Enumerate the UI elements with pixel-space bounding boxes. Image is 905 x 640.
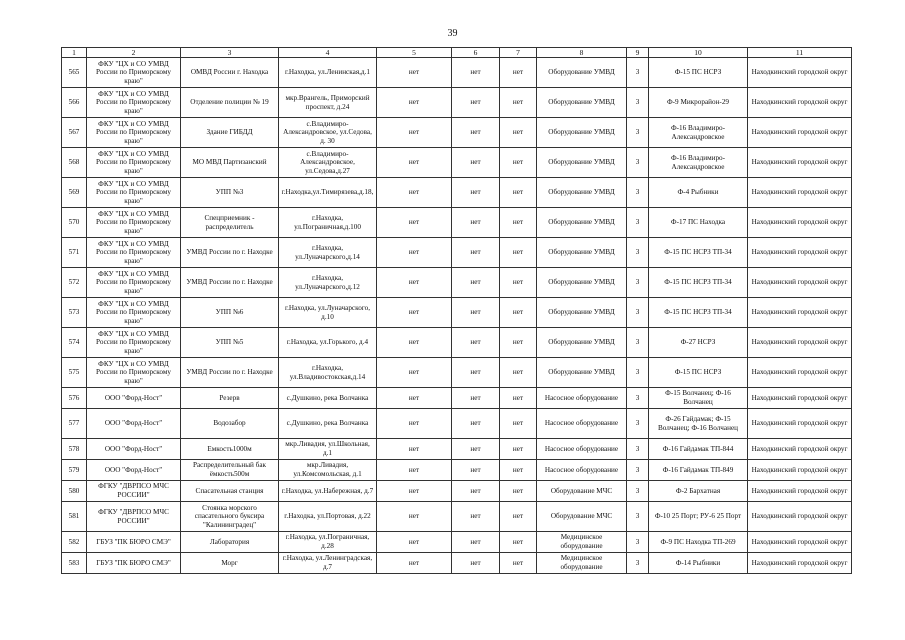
district-cell: Находкинский городской округ	[748, 298, 852, 328]
feeder-cell: Ф-2 Бархатная	[649, 481, 748, 502]
category-cell: 3	[627, 481, 649, 502]
organization-cell: ФКУ "ЦХ и СО УМВД России по Приморскому краю"	[87, 298, 181, 328]
table-row	[62, 148, 852, 178]
district-cell: Находкинский городской округ	[748, 409, 852, 439]
object-cell: УМВД России по г. Находке	[181, 358, 279, 388]
category-cell: 3	[627, 553, 649, 574]
address-cell: с.Владимиро-Александровское, ул.Седова, д. 30	[279, 118, 377, 148]
address-cell: г.Находка, ул.Владивостокская,д.14	[279, 358, 377, 388]
row-number-cell: 567	[62, 118, 87, 148]
col5-cell: нет	[377, 358, 452, 388]
column-header: 5	[377, 48, 452, 58]
feeder-cell: Ф-15 ПС НСРЗ ТП-34	[649, 298, 748, 328]
table-row	[62, 502, 852, 532]
equipment-cell: Оборудование УМВД	[537, 208, 627, 238]
address-cell: г.Находка, ул.Пограничная, д.28	[279, 532, 377, 553]
col5-cell: нет	[377, 238, 452, 268]
address-cell: мкр.Ливадия, ул.Комсомольская, д.1	[279, 460, 377, 481]
equipment-cell: Оборудование УМВД	[537, 148, 627, 178]
category-cell: 3	[627, 148, 649, 178]
column-header: 7	[500, 48, 537, 58]
col6-cell: нет	[452, 238, 500, 268]
col6-cell: нет	[452, 502, 500, 532]
category-cell: 3	[627, 532, 649, 553]
col7-cell: нет	[500, 532, 537, 553]
address-cell: г.Находка, ул.Ленинская,д.1	[279, 58, 377, 88]
col5-cell: нет	[377, 409, 452, 439]
col6-cell: нет	[452, 532, 500, 553]
object-cell: Спецприемник - распределитель	[181, 208, 279, 238]
object-cell: УПП №3	[181, 178, 279, 208]
equipment-cell: Оборудование УМВД	[537, 328, 627, 358]
column-header: 4	[279, 48, 377, 58]
col5-cell: нет	[377, 553, 452, 574]
organization-cell: ООО "Форд-Ност"	[87, 460, 181, 481]
equipment-cell: Насосное оборудование	[537, 460, 627, 481]
category-cell: 3	[627, 388, 649, 409]
organization-cell: ФКУ "ЦХ и СО УМВД России по Приморскому краю"	[87, 58, 181, 88]
organization-cell: ФКУ "ЦХ и СО УМВД России по Приморскому краю"	[87, 148, 181, 178]
col7-cell: нет	[500, 298, 537, 328]
col7-cell: нет	[500, 439, 537, 460]
row-number-cell: 582	[62, 532, 87, 553]
equipment-cell: Медицинское оборудование	[537, 532, 627, 553]
feeder-cell: Ф-9 Микрорайон-29	[649, 88, 748, 118]
col6-cell: нет	[452, 553, 500, 574]
row-number-cell: 571	[62, 238, 87, 268]
address-cell: г.Находка, ул.Портовая, д.22	[279, 502, 377, 532]
organization-cell: ФКУ "ЦХ и СО УМВД России по Приморскому краю"	[87, 88, 181, 118]
row-number-cell: 565	[62, 58, 87, 88]
object-cell: Лаборатория	[181, 532, 279, 553]
table-row	[62, 481, 852, 502]
object-cell: Водозабор	[181, 409, 279, 439]
equipment-cell: Оборудование УМВД	[537, 298, 627, 328]
feeder-cell: Ф-10 25 Порт; РУ-6 25 Порт	[649, 502, 748, 532]
category-cell: 3	[627, 88, 649, 118]
organization-cell: ФКУ "ЦХ и СО УМВД России по Приморскому краю"	[87, 328, 181, 358]
address-cell: с.Владимиро-Александровское, ул.Седова,д.27	[279, 148, 377, 178]
district-cell: Находкинский городской округ	[748, 148, 852, 178]
col7-cell: нет	[500, 58, 537, 88]
organization-cell: ФКУ "ЦХ и СО УМВД России по Приморскому краю"	[87, 358, 181, 388]
col5-cell: нет	[377, 502, 452, 532]
district-cell: Находкинский городской округ	[748, 532, 852, 553]
col7-cell: нет	[500, 178, 537, 208]
col5-cell: нет	[377, 148, 452, 178]
organization-cell: ФКУ "ЦХ и СО УМВД России по Приморскому краю"	[87, 208, 181, 238]
feeder-cell: Ф-15 ПС НСРЗ ТП-34	[649, 268, 748, 298]
table-row	[62, 208, 852, 238]
district-cell: Находкинский городской округ	[748, 88, 852, 118]
table-row	[62, 238, 852, 268]
col5-cell: нет	[377, 58, 452, 88]
col7-cell: нет	[500, 88, 537, 118]
col5-cell: нет	[377, 268, 452, 298]
col6-cell: нет	[452, 328, 500, 358]
equipment-cell: Оборудование УМВД	[537, 58, 627, 88]
row-number-cell: 569	[62, 178, 87, 208]
category-cell: 3	[627, 460, 649, 481]
object-cell: Спасательная станция	[181, 481, 279, 502]
equipment-cell: Оборудование УМВД	[537, 88, 627, 118]
address-cell: мкр.Ливадия, ул.Школьная, д.1	[279, 439, 377, 460]
row-number-cell: 573	[62, 298, 87, 328]
organization-cell: ФГКУ "ДВРПСО МЧС РОССИИ"	[87, 502, 181, 532]
equipment-cell: Оборудование УМВД	[537, 238, 627, 268]
col5-cell: нет	[377, 208, 452, 238]
object-cell: УПП №5	[181, 328, 279, 358]
feeder-cell: Ф-16 Гайдамак ТП-849	[649, 460, 748, 481]
feeder-cell: Ф-26 Гайдамак; Ф-15 Волчанец; Ф-16 Волчанец	[649, 409, 748, 439]
category-cell: 3	[627, 118, 649, 148]
table-row	[62, 58, 852, 88]
table-row	[62, 532, 852, 553]
organization-cell: ООО "Форд-Ност"	[87, 409, 181, 439]
equipment-cell: Оборудование УМВД	[537, 358, 627, 388]
equipment-cell: Оборудование УМВД	[537, 118, 627, 148]
col7-cell: нет	[500, 460, 537, 481]
object-cell: Здание ГИБДД	[181, 118, 279, 148]
feeder-cell: Ф-16 Гайдамак ТП-844	[649, 439, 748, 460]
object-cell: Резерв	[181, 388, 279, 409]
category-cell: 3	[627, 439, 649, 460]
table-row	[62, 298, 852, 328]
header-row	[62, 48, 852, 58]
column-header: 6	[452, 48, 500, 58]
column-header: 10	[649, 48, 748, 58]
column-header: 8	[537, 48, 627, 58]
table-row	[62, 358, 852, 388]
district-cell: Находкинский городской округ	[748, 58, 852, 88]
col6-cell: нет	[452, 481, 500, 502]
district-cell: Находкинский городской округ	[748, 328, 852, 358]
table-row	[62, 328, 852, 358]
col6-cell: нет	[452, 439, 500, 460]
col6-cell: нет	[452, 268, 500, 298]
category-cell: 3	[627, 409, 649, 439]
district-cell: Находкинский городской округ	[748, 553, 852, 574]
organization-cell: ООО "Форд-Ност"	[87, 388, 181, 409]
col6-cell: нет	[452, 388, 500, 409]
col5-cell: нет	[377, 178, 452, 208]
col6-cell: нет	[452, 148, 500, 178]
column-header: 11	[748, 48, 852, 58]
row-number-cell: 576	[62, 388, 87, 409]
district-cell: Находкинский городской округ	[748, 439, 852, 460]
col5-cell: нет	[377, 532, 452, 553]
object-cell: Морг	[181, 553, 279, 574]
col5-cell: нет	[377, 118, 452, 148]
category-cell: 3	[627, 268, 649, 298]
object-cell: Стоянка морского спасательного буксира "Калининградец"	[181, 502, 279, 532]
category-cell: 3	[627, 238, 649, 268]
col7-cell: нет	[500, 118, 537, 148]
col7-cell: нет	[500, 208, 537, 238]
row-number-cell: 583	[62, 553, 87, 574]
district-cell: Находкинский городской округ	[748, 358, 852, 388]
feeder-cell: Ф-15 ПС НСРЗ	[649, 58, 748, 88]
row-number-cell: 581	[62, 502, 87, 532]
category-cell: 3	[627, 178, 649, 208]
table-row	[62, 268, 852, 298]
row-number-cell: 579	[62, 460, 87, 481]
row-number-cell: 566	[62, 88, 87, 118]
feeder-cell: Ф-15 Волчанец; Ф-16 Волчанец	[649, 388, 748, 409]
organization-cell: ФГКУ "ДВРПСО МЧС РОССИИ"	[87, 481, 181, 502]
feeder-cell: Ф-15 ПС НСРЗ	[649, 358, 748, 388]
col6-cell: нет	[452, 208, 500, 238]
col7-cell: нет	[500, 268, 537, 298]
address-cell: с.Душкино, река Волчанка	[279, 388, 377, 409]
object-cell: Распределительный бак ёмкость500м	[181, 460, 279, 481]
object-cell: ОМВД России г. Находка	[181, 58, 279, 88]
category-cell: 3	[627, 58, 649, 88]
col6-cell: нет	[452, 58, 500, 88]
equipment-cell: Медицинское оборудование	[537, 553, 627, 574]
col6-cell: нет	[452, 460, 500, 481]
address-cell: г.Находка, ул.Пограничная,д.100	[279, 208, 377, 238]
column-header: 2	[87, 48, 181, 58]
equipment-cell: Насосное оборудование	[537, 409, 627, 439]
organization-cell: ФКУ "ЦХ и СО УМВД России по Приморскому краю"	[87, 178, 181, 208]
feeder-cell: Ф-16 Владимиро-Александровское	[649, 148, 748, 178]
facility-table	[61, 47, 852, 574]
district-cell: Находкинский городской округ	[748, 388, 852, 409]
row-number-cell: 572	[62, 268, 87, 298]
category-cell: 3	[627, 298, 649, 328]
col7-cell: нет	[500, 409, 537, 439]
address-cell: мкр.Врангель, Приморский проспект, д.24	[279, 88, 377, 118]
row-number-cell: 570	[62, 208, 87, 238]
table-row	[62, 460, 852, 481]
district-cell: Находкинский городской округ	[748, 481, 852, 502]
col5-cell: нет	[377, 439, 452, 460]
table-row	[62, 553, 852, 574]
feeder-cell: Ф-9 ПС Находка ТП-269	[649, 532, 748, 553]
district-cell: Находкинский городской округ	[748, 238, 852, 268]
col6-cell: нет	[452, 88, 500, 118]
object-cell: УМВД России по г. Находке	[181, 238, 279, 268]
col5-cell: нет	[377, 460, 452, 481]
address-cell: с.Душкино, река Волчанка	[279, 409, 377, 439]
table-row	[62, 178, 852, 208]
table-row	[62, 409, 852, 439]
district-cell: Находкинский городской округ	[748, 178, 852, 208]
table-row	[62, 388, 852, 409]
column-header: 9	[627, 48, 649, 58]
equipment-cell: Оборудование МЧС	[537, 502, 627, 532]
organization-cell: ФКУ "ЦХ и СО УМВД России по Приморскому краю"	[87, 118, 181, 148]
row-number-cell: 575	[62, 358, 87, 388]
col6-cell: нет	[452, 358, 500, 388]
organization-cell: ООО "Форд-Ност"	[87, 439, 181, 460]
organization-cell: ГБУЗ "ПК БЮРО СМЭ"	[87, 553, 181, 574]
row-number-cell: 577	[62, 409, 87, 439]
column-header: 3	[181, 48, 279, 58]
address-cell: г.Находка, ул.Луначарского,д.14	[279, 238, 377, 268]
col6-cell: нет	[452, 409, 500, 439]
col6-cell: нет	[452, 178, 500, 208]
col7-cell: нет	[500, 238, 537, 268]
object-cell: УМВД России по г. Находке	[181, 268, 279, 298]
category-cell: 3	[627, 328, 649, 358]
col7-cell: нет	[500, 502, 537, 532]
category-cell: 3	[627, 208, 649, 238]
col5-cell: нет	[377, 388, 452, 409]
col6-cell: нет	[452, 118, 500, 148]
row-number-cell: 578	[62, 439, 87, 460]
equipment-cell: Оборудование МЧС	[537, 481, 627, 502]
equipment-cell: Насосное оборудование	[537, 388, 627, 409]
table-row	[62, 118, 852, 148]
address-cell: г.Находка, ул.Набережная, д.7	[279, 481, 377, 502]
col5-cell: нет	[377, 481, 452, 502]
table-row	[62, 439, 852, 460]
organization-cell: ГБУЗ "ПК БЮРО СМЭ"	[87, 532, 181, 553]
table-row	[62, 88, 852, 118]
address-cell: г.Находка,ул.Тимирязева,д.18,	[279, 178, 377, 208]
col5-cell: нет	[377, 298, 452, 328]
feeder-cell: Ф-14 Рыбники	[649, 553, 748, 574]
district-cell: Находкинский городской округ	[748, 502, 852, 532]
equipment-cell: Оборудование УМВД	[537, 268, 627, 298]
object-cell: МО МВД Партизанский	[181, 148, 279, 178]
object-cell: УПП №6	[181, 298, 279, 328]
col7-cell: нет	[500, 358, 537, 388]
col5-cell: нет	[377, 328, 452, 358]
address-cell: г.Находка, ул.Горького, д.4	[279, 328, 377, 358]
address-cell: г.Находка, ул.Луначарского, д.10	[279, 298, 377, 328]
equipment-cell: Насосное оборудование	[537, 439, 627, 460]
col7-cell: нет	[500, 481, 537, 502]
page-number: 39	[447, 28, 458, 39]
feeder-cell: Ф-15 ПС НСРЗ ТП-34	[649, 238, 748, 268]
feeder-cell: Ф-27 НСРЗ	[649, 328, 748, 358]
col5-cell: нет	[377, 88, 452, 118]
row-number-cell: 568	[62, 148, 87, 178]
column-header: 1	[62, 48, 87, 58]
col7-cell: нет	[500, 553, 537, 574]
address-cell: г.Находка, ул.Луначарского,д.12	[279, 268, 377, 298]
equipment-cell: Оборудование УМВД	[537, 178, 627, 208]
feeder-cell: Ф-4 Рыбники	[649, 178, 748, 208]
col6-cell: нет	[452, 298, 500, 328]
district-cell: Находкинский городской округ	[748, 268, 852, 298]
feeder-cell: Ф-16 Владимиро-Александровское	[649, 118, 748, 148]
organization-cell: ФКУ "ЦХ и СО УМВД России по Приморскому краю"	[87, 268, 181, 298]
object-cell: Емкость1000м	[181, 439, 279, 460]
organization-cell: ФКУ "ЦХ и СО УМВД России по Приморскому краю"	[87, 238, 181, 268]
col7-cell: нет	[500, 148, 537, 178]
feeder-cell: Ф-17 ПС Находка	[649, 208, 748, 238]
col7-cell: нет	[500, 388, 537, 409]
district-cell: Находкинский городской округ	[748, 460, 852, 481]
col7-cell: нет	[500, 328, 537, 358]
row-number-cell: 574	[62, 328, 87, 358]
object-cell: Отделение полиции № 19	[181, 88, 279, 118]
address-cell: г.Находка, ул.Ленинградская, д.7	[279, 553, 377, 574]
row-number-cell: 580	[62, 481, 87, 502]
district-cell: Находкинский городской округ	[748, 118, 852, 148]
district-cell: Находкинский городской округ	[748, 208, 852, 238]
category-cell: 3	[627, 502, 649, 532]
category-cell: 3	[627, 358, 649, 388]
